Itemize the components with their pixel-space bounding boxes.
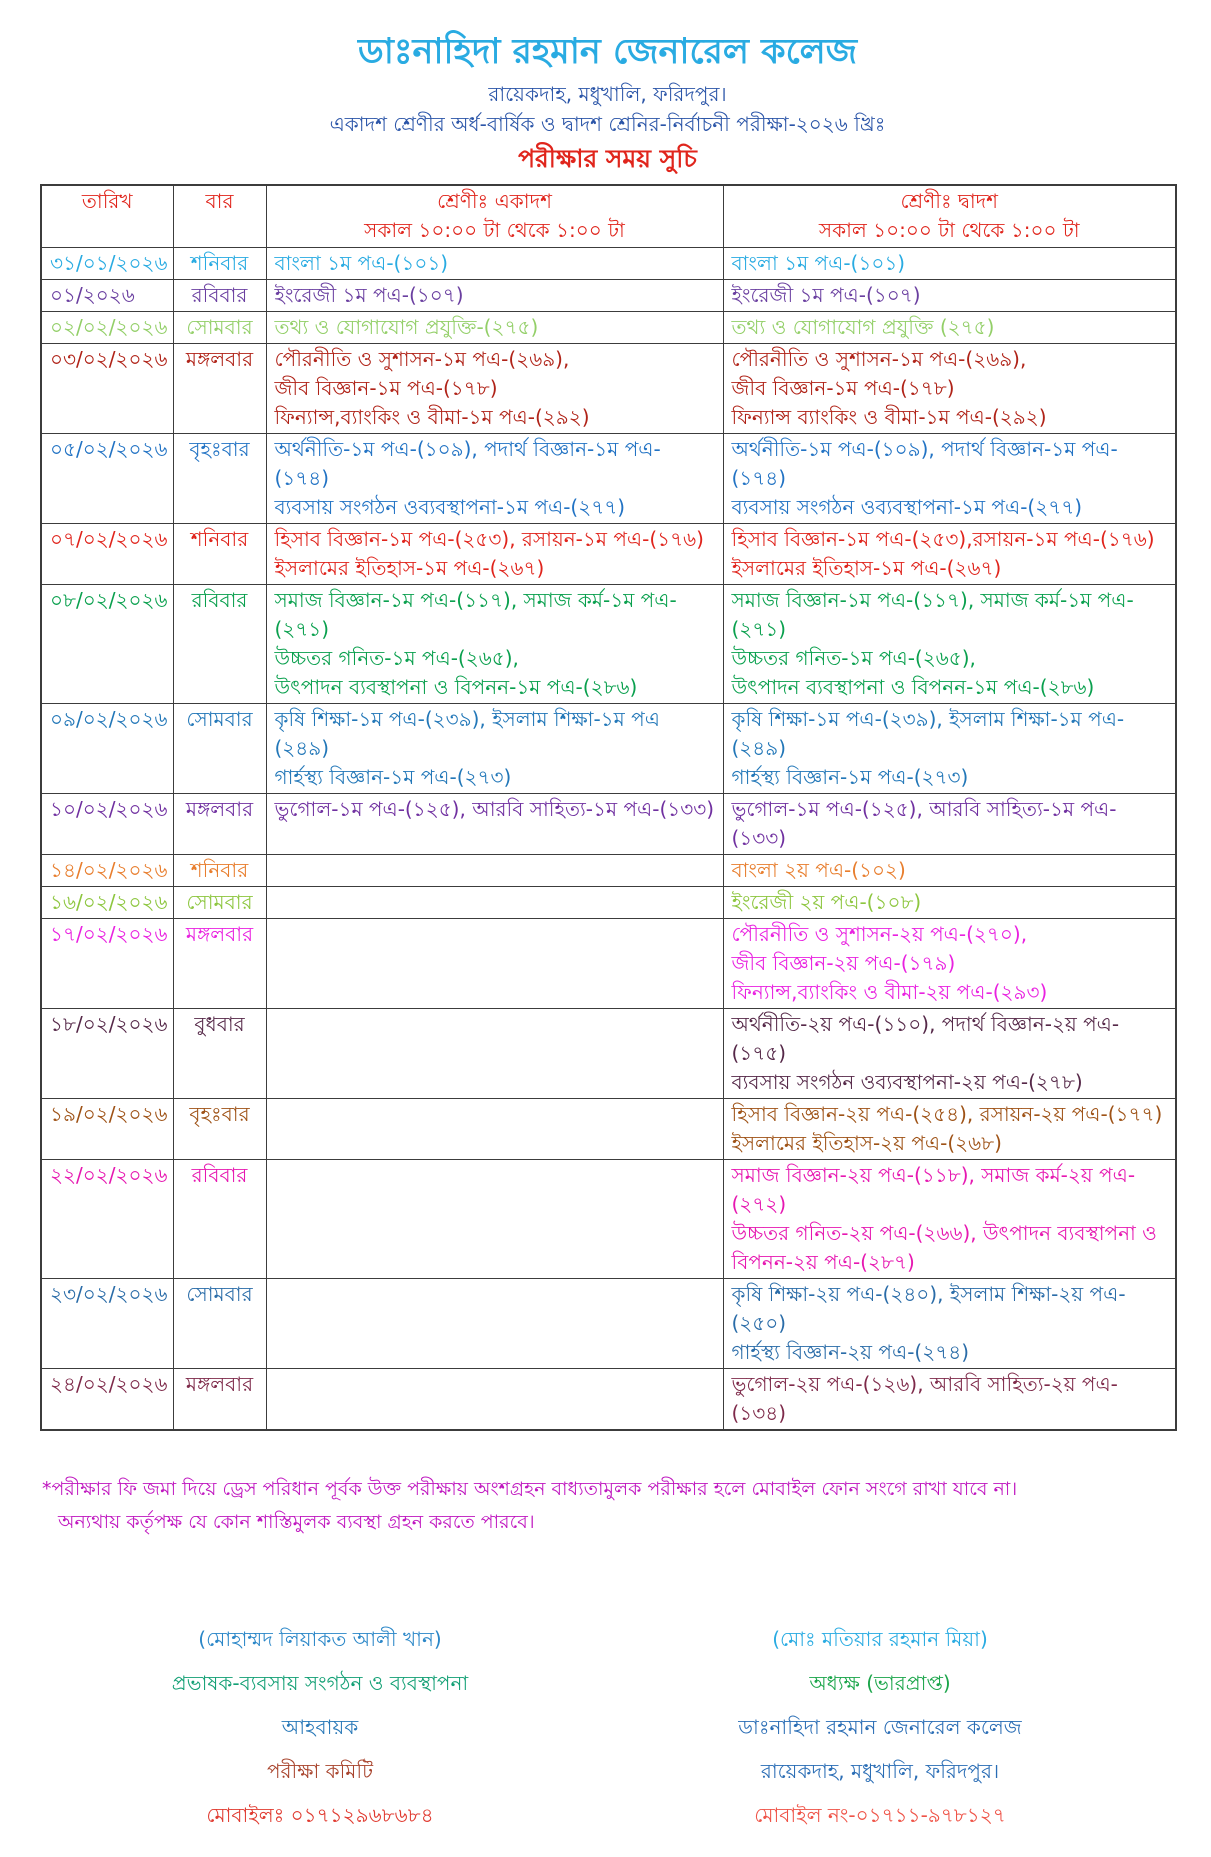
class11-subjects-cell [266, 585, 723, 704]
day-cell [173, 248, 266, 280]
text-line: পৌরনীতি ও সুশাসন-১ম পএ-(২৬৯), [274, 347, 570, 371]
text-line: ভুগোল-২য় পএ-(১২৬), আরবি সাহিত্য-২য় পএ-(১৩৪) [731, 1372, 1118, 1425]
class12-subjects-cell [723, 1009, 1176, 1099]
class12-label: শ্রেণীঃ দ্বাদশ [900, 189, 998, 213]
document-header [40, 30, 1175, 176]
signature-line: (মোঃ মতিয়ার রহমান মিয়া) [772, 1627, 988, 1651]
class11-subjects-cell [266, 887, 723, 919]
text-line: ০২/০২/২০২৬ [50, 315, 168, 339]
col-header-date: তারিখ [41, 185, 173, 248]
class11-subjects-cell [266, 344, 723, 434]
text-line: ০৭/০২/২০২৬ [50, 527, 168, 551]
class12-subjects-cell [723, 1279, 1176, 1369]
signature-line: (মোহাম্মদ লিয়াকত আলী খান) [198, 1627, 442, 1651]
notes [40, 1473, 1175, 1539]
text-line: ইংরেজী ১ম পএ-(১০৭) [274, 283, 464, 307]
class11-subjects-cell [266, 312, 723, 344]
text-line: কৃষি শিক্ষা-১ম পএ-(২৩৯), ইসলাম শিক্ষা-১ম পএ-(২৪৯) [731, 707, 1125, 760]
text-line: মঙ্গলবার [185, 347, 254, 371]
class11-subjects-cell [266, 1099, 723, 1160]
signature-line: পরীক্ষা কমিটি [266, 1759, 374, 1783]
text-line: ইংরেজী ২য় পএ-(১০৮) [731, 890, 922, 914]
date-cell [41, 344, 173, 434]
col-header-class11 [266, 185, 723, 248]
table-row [41, 1009, 1176, 1099]
signature-line: মোবাইলঃ ০১৭১২৯৬৮৬৮৪ [206, 1803, 434, 1827]
date-cell [41, 1099, 173, 1160]
text-line: ১৭/০২/২০২৬ [50, 922, 168, 946]
text-line: ইসলামের ইতিহাস-১ম পএ-(২৬৭) [731, 556, 1002, 580]
text-line: তথ্য ও যোগাযোগ প্রযুক্তি-(২৭৫) [274, 315, 539, 339]
text-line: জীব বিজ্ঞান-২য় পএ-(১৭৯) [731, 951, 956, 975]
signature-line: মোবাইল নং-০১৭১১-৯৭৮১২৭ [754, 1803, 1006, 1827]
day-cell [173, 280, 266, 312]
signature-line: প্রভাষক-ব্যবসায় সংগঠন ও ব্যবস্থাপনা [171, 1671, 469, 1695]
text-line: ১৮/০২/২০২৬ [50, 1012, 168, 1036]
day-cell [173, 312, 266, 344]
class11-subjects-cell [266, 919, 723, 1009]
class11-subjects-cell [266, 855, 723, 887]
date-cell [41, 919, 173, 1009]
note-line: অন্যথায় কর্তৃপক্ষ যে কোন শাস্তিমুলক ব্যবস্থা গ্রহন করতে পারবে। [58, 1511, 535, 1533]
table-row [41, 919, 1176, 1009]
date-cell [41, 1009, 173, 1099]
text-line: সমাজ বিজ্ঞান-১ম পএ-(১১৭), সমাজ কর্ম-১ম পএ-(২৭১) [731, 588, 1134, 641]
text-line: উৎপাদন ব্যবস্থাপনা ও বিপনন-১ম পএ-(২৮৬) [274, 675, 638, 699]
class11-subjects-cell [266, 1279, 723, 1369]
text-line: জীব বিজ্ঞান-১ম পএ-(১৭৮) [274, 376, 498, 400]
date-cell [41, 887, 173, 919]
class11-subjects-cell [266, 280, 723, 312]
signature-line: ডাঃনাহিদা রহমান জেনারেল কলেজ [738, 1715, 1022, 1739]
text-line: ৩১/০১/২০২৬ [50, 251, 168, 275]
class12-subjects-cell [723, 434, 1176, 524]
date-cell [41, 1279, 173, 1369]
text-line: কৃষি শিক্ষা-১ম পএ-(২৩৯), ইসলাম শিক্ষা-১ম পএ (২৪৯) [274, 707, 660, 760]
table-row [41, 1279, 1176, 1369]
exam-title: একাদশ শ্রেণীর অর্ধ-বার্ষিক ও দ্বাদশ শ্রেনির-নির্বাচনী পরীক্ষা-২০২৬ খ্রিঃ [329, 112, 886, 136]
text-line: গার্হস্থ্য বিজ্ঞান-১ম পএ-(২৭৩) [274, 765, 512, 789]
signature-left [110, 1617, 530, 1837]
text-line: ইংরেজী ১ম পএ-(১০৭) [731, 283, 921, 307]
signature-right [645, 1617, 1115, 1837]
table-header-row [41, 185, 1176, 248]
class11-subjects-cell [266, 704, 723, 794]
date-cell [41, 1160, 173, 1279]
day-cell [173, 794, 266, 855]
exam-schedule-table [40, 184, 1177, 1431]
text-line: বিপনন-২য় পএ-(২৮৭) [731, 1250, 915, 1274]
day-cell [173, 1160, 266, 1279]
text-line: উৎপাদন ব্যবস্থাপনা ও বিপনন-১ম পএ-(২৮৬) [731, 675, 1095, 699]
text-line: ইসলামের ইতিহাস-২য় পএ-(২৬৮) [731, 1131, 1002, 1155]
class12-subjects-cell [723, 1160, 1176, 1279]
table-row [41, 344, 1176, 434]
class11-subjects-cell [266, 1160, 723, 1279]
text-line: ফিন্যান্স,ব্যাংকিং ও বীমা-২য় পএ-(২৯৩) [731, 980, 1048, 1004]
text-line: রবিবার [191, 588, 248, 612]
text-line: পৌরনীতি ও সুশাসন-১ম পএ-(২৬৯), [731, 347, 1027, 371]
table-row [41, 1099, 1176, 1160]
text-line: সোমবার [186, 707, 253, 731]
text-line: মঙ্গলবার [185, 922, 254, 946]
class12-time: সকাল ১০:০০ টা থেকে ১:০০ টা [818, 218, 1080, 242]
table-row [41, 794, 1176, 855]
signatures [40, 1617, 1175, 1837]
text-line: ০৮/০২/২০২৬ [50, 588, 168, 612]
day-cell [173, 1369, 266, 1431]
class12-subjects-cell [723, 855, 1176, 887]
text-line: হিসাব বিজ্ঞান-২য় পএ-(২৫৪), রসায়ন-২য় পএ-(১৭৭) [731, 1102, 1163, 1126]
date-cell [41, 704, 173, 794]
date-cell [41, 524, 173, 585]
text-line: ফিন্যান্স,ব্যাংকিং ও বীমা-১ম পএ-(২৯২) [274, 405, 590, 429]
date-cell [41, 434, 173, 524]
col-header-day: বার [173, 185, 266, 248]
text-line: ০৩/০২/২০২৬ [50, 347, 168, 371]
text-line: সোমবার [186, 315, 253, 339]
day-cell [173, 585, 266, 704]
text-line: উচ্চতর গনিত-১ম পএ-(২৬৫), [274, 646, 519, 670]
text-line: ১০/০২/২০২৬ [50, 797, 168, 821]
text-line: ফিন্যান্স ব্যাংকিং ও বীমা-১ম পএ-(২৯২) [731, 405, 1047, 429]
table-row [41, 248, 1176, 280]
day-cell [173, 855, 266, 887]
text-line: পৌরনীতি ও সুশাসন-২য় পএ-(২৭০), [731, 922, 1028, 946]
text-line: রবিবার [191, 1163, 248, 1187]
text-line: ব্যবসায় সংগঠন ওব্যবস্থাপনা-১ম পএ-(২৭৭) [274, 495, 626, 519]
class12-subjects-cell [723, 794, 1176, 855]
signature-line: আহবায়ক [281, 1715, 359, 1739]
text-line: রবিবার [191, 283, 248, 307]
day-cell [173, 704, 266, 794]
text-line: মঙ্গলবার [185, 797, 254, 821]
class11-subjects-cell [266, 1009, 723, 1099]
table-row [41, 855, 1176, 887]
table-row [41, 280, 1176, 312]
text-line: গার্হস্থ্য বিজ্ঞান-২য় পএ-(২৭৪) [731, 1340, 970, 1364]
text-line: ২৪/০২/২০২৬ [50, 1372, 168, 1396]
text-line: বৃহঃবার [189, 1102, 250, 1126]
text-line: উচ্চতর গনিত-১ম পএ-(২৬৫), [731, 646, 976, 670]
class11-time: সকাল ১০:০০ টা থেকে ১:০০ টা [364, 218, 625, 242]
text-line: অর্থনীতি-২য় পএ-(১১০), পদার্থ বিজ্ঞান-২য় পএ-(১৭৫) [731, 1012, 1120, 1065]
text-line: বৃহঃবার [189, 437, 250, 461]
day-cell [173, 524, 266, 585]
text-line: তথ্য ও যোগাযোগ প্রযুক্তি (২৭৫) [731, 315, 995, 339]
class11-subjects-cell [266, 248, 723, 280]
text-line: গার্হস্থ্য বিজ্ঞান-১ম পএ-(২৭৩) [731, 765, 969, 789]
text-line: ভুগোল-১ম পএ-(১২৫), আরবি সাহিত্য-১ম পএ-(১৩৩) [731, 797, 1117, 850]
text-line: অর্থনীতি-১ম পএ-(১০৯), পদার্থ বিজ্ঞান-১ম পএ-(১৭৪) [274, 437, 661, 490]
table-row [41, 434, 1176, 524]
date-cell [41, 855, 173, 887]
class12-subjects-cell [723, 344, 1176, 434]
class11-subjects-cell [266, 1369, 723, 1431]
day-cell [173, 919, 266, 1009]
text-line: মঙ্গলবার [185, 1372, 254, 1396]
table-row [41, 1369, 1176, 1431]
text-line: হিসাব বিজ্ঞান-১ম পএ-(২৫৩),রসায়ন-১ম পএ-(১৭৬) [731, 527, 1155, 551]
day-cell [173, 887, 266, 919]
text-line: ০৯/০২/২০২৬ [50, 707, 168, 731]
text-line: শনিবার [190, 858, 249, 882]
class12-subjects-cell [723, 1099, 1176, 1160]
text-line: উচ্চতর গনিত-২য় পএ-(২৬৬), উৎপাদন ব্যবস্থাপনা ও [731, 1221, 1157, 1245]
text-line: সোমবার [186, 890, 253, 914]
class12-subjects-cell [723, 524, 1176, 585]
text-line: বুধবার [194, 1012, 245, 1036]
class12-subjects-cell [723, 1369, 1176, 1431]
text-line: সোমবার [186, 1282, 253, 1306]
text-line: ব্যবসায় সংগঠন ওব্যবস্থাপনা-২য় পএ-(২৭৮) [731, 1070, 1083, 1094]
day-cell [173, 1279, 266, 1369]
class12-subjects-cell [723, 280, 1176, 312]
day-cell [173, 434, 266, 524]
day-cell [173, 1009, 266, 1099]
text-line: শনিবার [190, 527, 249, 551]
text-line: ২৩/০২/২০২৬ [50, 1282, 168, 1306]
schedule-table-body [41, 248, 1176, 1431]
text-line: হিসাব বিজ্ঞান-১ম পএ-(২৫৩), রসায়ন-১ম পএ-(১৭৬) [274, 527, 704, 551]
text-line: বাংলা ২য় পএ-(১০২) [731, 858, 906, 882]
text-line: জীব বিজ্ঞান-১ম পএ-(১৭৮) [731, 376, 955, 400]
day-cell [173, 1099, 266, 1160]
text-line: ১৪/০২/২০২৬ [50, 858, 168, 882]
table-row [41, 585, 1176, 704]
text-line: ১৯/০২/২০২৬ [50, 1102, 168, 1126]
schedule-title: পরীক্ষার সময় সুচি [518, 144, 697, 173]
date-cell [41, 794, 173, 855]
class11-subjects-cell [266, 434, 723, 524]
table-row [41, 312, 1176, 344]
text-line: ২২/০২/২০২৬ [50, 1163, 168, 1187]
text-line: ১৬/০২/২০২৬ [50, 890, 168, 914]
text-line: শনিবার [190, 251, 249, 275]
class12-subjects-cell [723, 887, 1176, 919]
text-line: ব্যবসায় সংগঠন ওব্যবস্থাপনা-১ম পএ-(২৭৭) [731, 495, 1083, 519]
table-row [41, 524, 1176, 585]
text-line: ০৫/০২/২০২৬ [50, 437, 168, 461]
text-line: বাংলা ১ম পএ-(১০১) [731, 251, 906, 275]
date-cell [41, 312, 173, 344]
class12-subjects-cell [723, 585, 1176, 704]
table-row [41, 704, 1176, 794]
text-line: অর্থনীতি-১ম পএ-(১০৯), পদার্থ বিজ্ঞান-১ম পএ-(১৭৪) [731, 437, 1118, 490]
date-cell [41, 1369, 173, 1431]
class12-subjects-cell [723, 919, 1176, 1009]
class12-subjects-cell [723, 248, 1176, 280]
class11-subjects-cell [266, 794, 723, 855]
class12-subjects-cell [723, 312, 1176, 344]
text-line: সমাজ বিজ্ঞান-১ম পএ-(১১৭), সমাজ কর্ম-১ম পএ-(২৭১) [274, 588, 677, 641]
class11-label: শ্রেণীঃ একাদশ [437, 189, 552, 213]
text-line: সমাজ বিজ্ঞান-২য় পএ-(১১৮), সমাজ কর্ম-২য় পএ-(২৭২) [731, 1163, 1136, 1216]
date-cell [41, 248, 173, 280]
text-line: ভুগোল-১ম পএ-(১২৫), আরবি সাহিত্য-১ম পএ-(১৩৩) [274, 797, 715, 821]
col-header-class12 [723, 185, 1176, 248]
table-row [41, 1160, 1176, 1279]
text-line: বাংলা ১ম পএ-(১০১) [274, 251, 449, 275]
table-row [41, 887, 1176, 919]
text-line: ইসলামের ইতিহাস-১ম পএ-(২৬৭) [274, 556, 545, 580]
college-address: রায়েকদাহ, মধুখালি, ফরিদপুর। [488, 82, 727, 106]
date-cell [41, 585, 173, 704]
class12-subjects-cell [723, 704, 1176, 794]
date-cell [41, 280, 173, 312]
day-cell [173, 344, 266, 434]
note-line: *পরীক্ষার ফি জমা দিয়ে ড্রেস পরিধান পূর্বক উক্ত পরীক্ষায় অংশগ্রহন বাধ্যতামুলক পরীক্ষার হলে মোবাইল ফোন সংগে রাখা যাবে না। [42, 1478, 1018, 1500]
text-line: কৃষি শিক্ষা-২য় পএ-(২৪০), ইসলাম শিক্ষা-২য় পএ-(২৫০) [731, 1282, 1126, 1335]
text-line: ০১/২০২৬ [50, 283, 135, 307]
signature-line: রায়েকদাহ, মধুখালি, ফরিদপুর। [760, 1759, 1000, 1783]
college-name: ডাঃনাহিদা রহমান জেনারেল কলেজ [357, 32, 858, 72]
signature-line: অধ্যক্ষ (ভারপ্রাপ্ত) [809, 1671, 951, 1695]
class11-subjects-cell [266, 524, 723, 585]
